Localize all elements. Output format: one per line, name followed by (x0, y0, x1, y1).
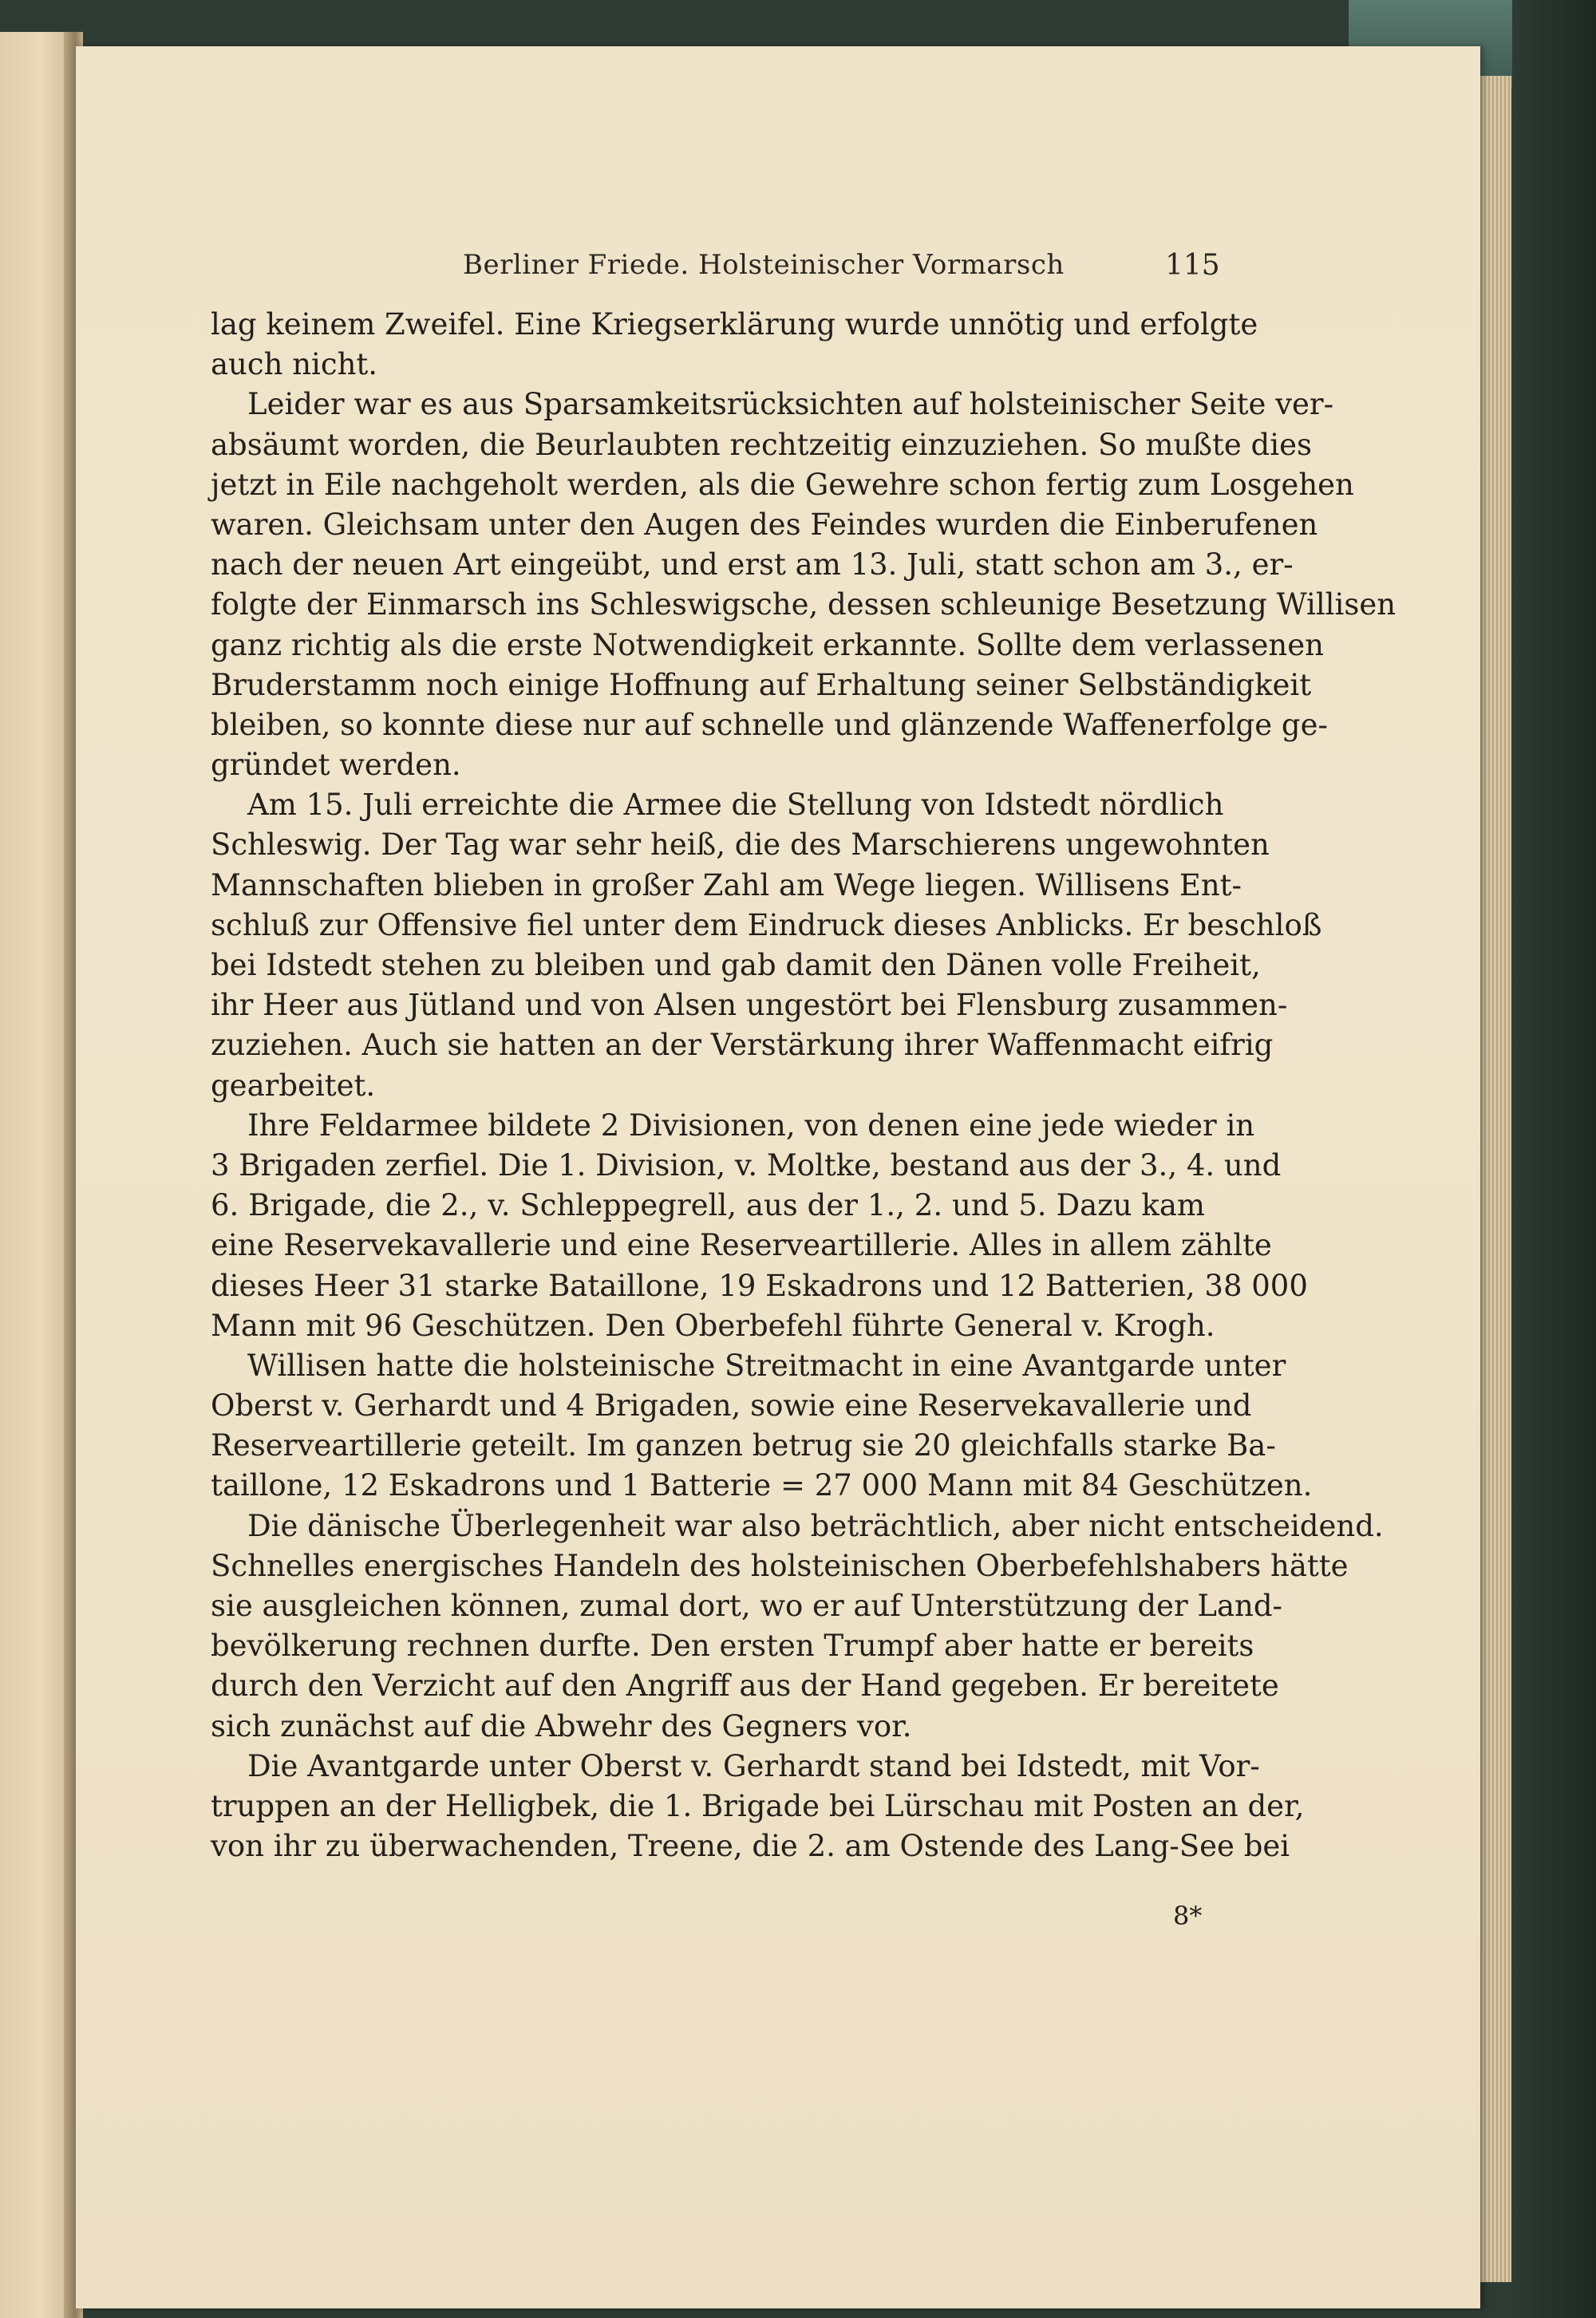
text-line: bei Idstedt stehen zu bleiben und gab damit den Dänen volle Freiheit, (211, 948, 1261, 982)
text-line: Die dänische Überlegenheit war also beträchtlich, aber nicht entscheidend. (247, 1508, 1384, 1543)
signature-mark: 8* (1173, 1901, 1203, 1931)
text-line: absäumt worden, die Beurlaubten rechtzeitig einzuziehen. So mußte dies (211, 427, 1312, 462)
body-text (211, 305, 1396, 1866)
text-line: lag keinem Zweifel. Eine Kriegserklärung wurde unnötig und erfolgte (211, 307, 1258, 342)
text-line: sich zunächst auf die Abwehr des Gegners vor. (211, 1708, 912, 1743)
text-line: folgte der Einmarsch ins Schleswigsche, dessen schleunige Besetzung Willisen (211, 587, 1396, 622)
text-line: 6. Brigade, die 2., v. Schleppegrell, aus der 1., 2. und 5. Dazu kam (211, 1188, 1205, 1223)
text-line: Die Avantgarde unter Oberst v. Gerhardt stand bei Idstedt, mit Vor- (247, 1748, 1260, 1783)
text-line: Mannschaften blieben in großer Zahl am Wege liegen. Willisens Ent- (211, 867, 1242, 902)
text-line: ganz richtig als die erste Notwendigkeit erkannte. Sollte dem verlassenen (211, 627, 1324, 662)
text-line: dieses Heer 31 starke Bataillone, 19 Eskadrons und 12 Batterien, 38 000 (211, 1268, 1308, 1303)
text-line: Schleswig. Der Tag war sehr heiß, die des Marschierens ungewohnten (211, 827, 1270, 863)
text-line: von ihr zu überwachenden, Treene, die 2. am Ostende des Lang-See bei (211, 1829, 1290, 1864)
page-number: 115 (1165, 249, 1220, 282)
text-line: truppen an der Helligbek, die 1. Brigade bei Lürschau mit Posten an der, (211, 1788, 1305, 1823)
text-line: Ihre Feldarmee bildete 2 Divisionen, von denen eine jede wieder in (247, 1108, 1255, 1143)
text-line: auch nicht. (211, 347, 378, 382)
text-line: Willisen hatte die holsteinische Streitmacht in eine Avantgarde unter (247, 1348, 1286, 1383)
text-line: schluß zur Offensive fiel unter dem Eindruck dieses Anblicks. Er beschloß (211, 907, 1322, 942)
text-line: Leider war es aus Sparsamkeitsrücksichten auf holsteinischer Seite ver- (247, 387, 1334, 422)
text-line: sie ausgleichen können, zumal dort, wo er auf Unterstützung der Land- (211, 1589, 1283, 1623)
text-line: bevölkerung rechnen durfte. Den ersten Trumpf aber hatte er bereits (211, 1629, 1254, 1664)
text-line: gründet werden. (211, 748, 461, 783)
text-line: Am 15. Juli erreichte die Armee die Stellung von Idstedt nördlich (247, 788, 1224, 823)
background-right (1512, 0, 1596, 2318)
text-line: zuziehen. Auch sie hatten an der Verstärkung ihrer Waffenmacht eifrig (211, 1028, 1274, 1063)
text-line: 3 Brigaden zerfiel. Die 1. Division, v. Moltke, bestand aus der 3., 4. und (211, 1147, 1282, 1183)
text-line: eine Reservekavallerie und eine Reserveartillerie. Alles in allem zählte (211, 1228, 1272, 1263)
running-head: Berliner Friede. Holsteinischer Vormarsch (463, 249, 1065, 281)
text-line: durch den Verzicht auf den Angriff aus der Hand gegeben. Er bereitete (211, 1668, 1279, 1704)
text-line: Oberst v. Gerhardt und 4 Brigaden, sowie eine Reservekavallerie und (211, 1388, 1252, 1424)
text-line: Reserveartillerie geteilt. Im ganzen betrug sie 20 gleichfalls starke Ba- (211, 1428, 1276, 1463)
text-line: jetzt in Eile nachgeholt werden, als die Gewehre schon fertig zum Losgehen (211, 467, 1354, 502)
text-line: Schnelles energisches Handeln des holsteinischen Oberbefehlshabers hätte (211, 1548, 1349, 1583)
text-line: taillone, 12 Eskadrons und 1 Batterie = 27 000 Mann mit 84 Geschützen. (211, 1468, 1313, 1503)
text-line: waren. Gleichsam unter den Augen des Feindes wurden die Einberufenen (211, 507, 1318, 542)
text-line: ihr Heer aus Jütland und von Alsen ungestört bei Flensburg zusammen- (211, 988, 1288, 1023)
text-line: nach der neuen Art eingeübt, und erst am 13. Juli, statt schon am 3., er- (211, 547, 1294, 582)
text-line: Mann mit 96 Geschützen. Den Oberbefehl führte General v. Krogh. (211, 1308, 1215, 1343)
text-line: bleiben, so konnte diese nur auf schnelle und glänzende Waffenerfolge ge- (211, 707, 1328, 742)
text-line: Bruderstamm noch einige Hoffnung auf Erhaltung seiner Selbständigkeit (211, 667, 1312, 702)
text-line: gearbeitet. (211, 1068, 376, 1103)
